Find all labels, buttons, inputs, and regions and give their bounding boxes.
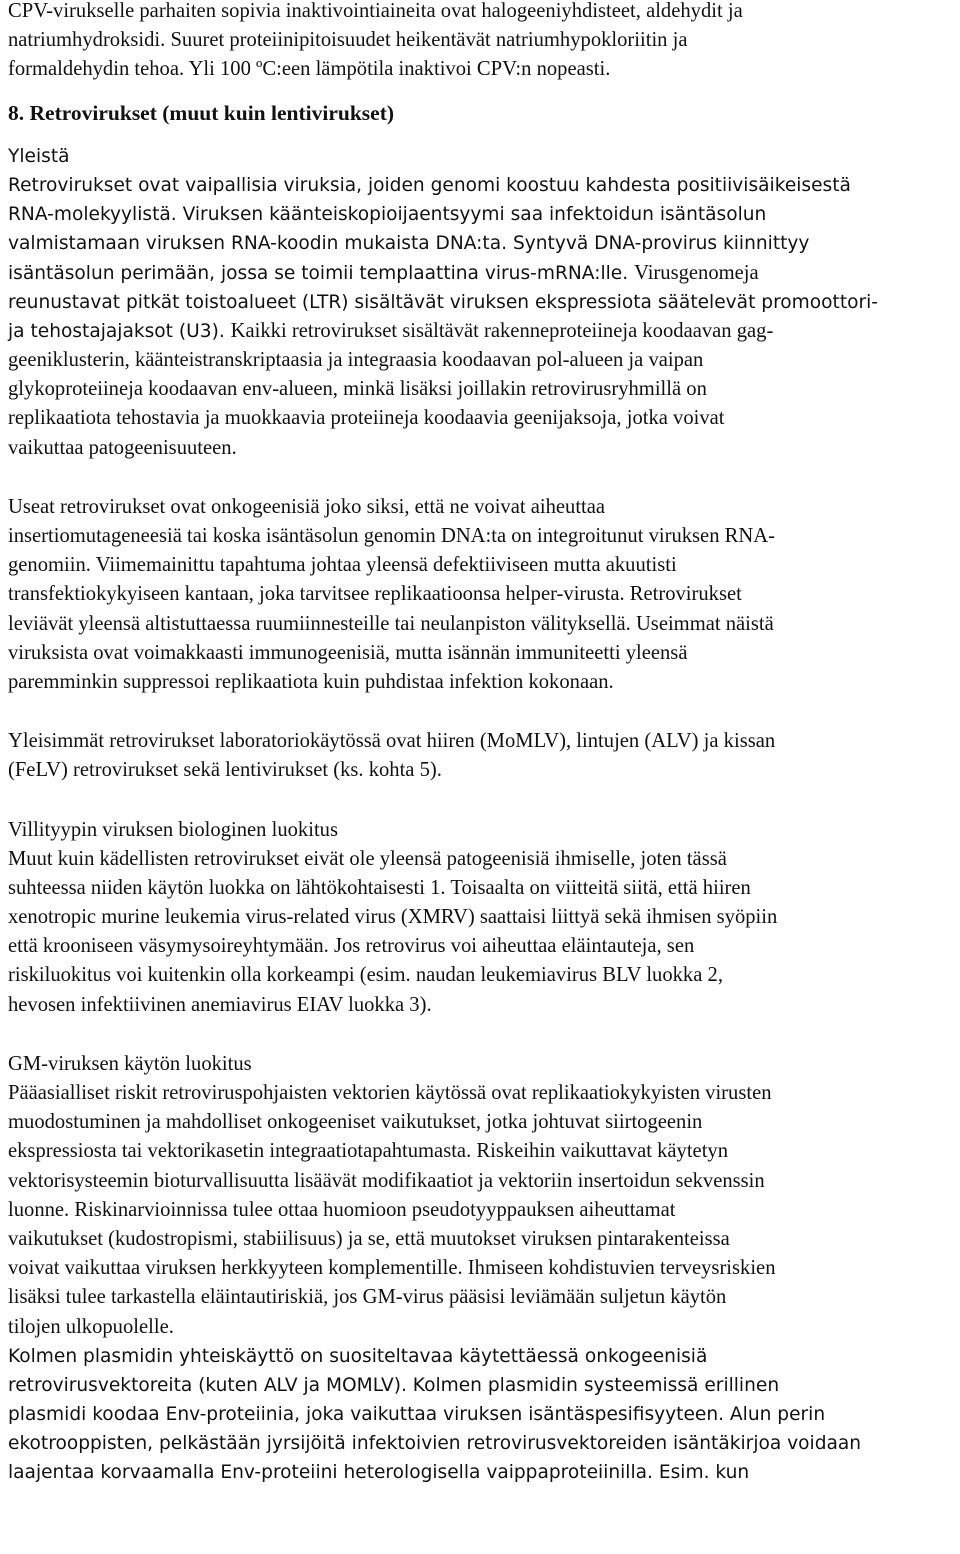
text-run: RNA-molekyylistä. Viruksen käänteiskopioijaentsyymi saa infektoidun isäntäsolun: [8, 204, 767, 226]
text-line: [8, 1254, 958, 1283]
text-run: Yleistä: [8, 145, 70, 167]
text-line: [8, 0, 958, 26]
text-run: riskiluokitus voi kuitenkin olla korkeampi (esim. naudan leukemiavirus BLV luokka 2,: [8, 964, 723, 987]
paragraph: [8, 727, 958, 785]
text-run: glykoproteiineja koodaavan env-alueen, minkä lisäksi joillakin retrovirusryhmillä on: [8, 378, 707, 401]
text-run: Yleisimmät retrovirukset laboratoriokäytössä ovat hiiren (MoMLV), lintujen (ALV) ja kissan: [8, 730, 776, 753]
text-run: isäntäsolun perimään, jossa se toimii templaattina virus-mRNA:lle.: [8, 262, 635, 284]
text-run: luonne. Riskinarvioinnissa tulee ottaa huomioon pseudotyyppauksen aiheuttamat: [8, 1198, 676, 1221]
paragraph: [8, 1342, 958, 1488]
text-run: suhteessa niiden käytön luokka on lähtökohtaisesti 1. Toisaalta on viitteitä siitä, että hiiren: [8, 876, 751, 899]
text-run: vaikutukset (kudostropismi, stabiilisuus) ja se, että muutokset viruksen pintarakenteissa: [8, 1227, 730, 1250]
text-run: transfektiokykyiseen kantaan, joka tarvitsee replikaatioonsa helper-virusta. Retrovirukset: [8, 583, 742, 606]
text-run: retrovirusvektoreita (kuten ALV ja MOMLV). Kolmen plasmidin systeemissä erillinen: [8, 1374, 780, 1396]
text-run: geeniklusterin, käänteistranskriptaasia ja integraasia koodaavan pol-alueen ja vaipan: [8, 349, 704, 372]
text-line: [8, 493, 958, 522]
text-line: [8, 1342, 958, 1371]
text-line: [8, 346, 958, 375]
text-line: [8, 1196, 958, 1225]
paragraph: [8, 493, 958, 697]
text-line: [8, 1313, 958, 1342]
text-line: [8, 874, 958, 903]
paragraph-spacer: [8, 463, 958, 493]
text-run: valmistamaan viruksen RNA-koodin mukaista DNA:ta.: [8, 233, 513, 255]
text-line: [8, 756, 958, 785]
paragraph-spacer: [8, 697, 958, 727]
text-run: muodostuminen ja mahdolliset onkogeeniset vaikutukset, jotka johtuvat siirtogeenin: [8, 1111, 703, 1134]
text-run: Syntyvä DNA-provirus kiinnittyy: [512, 233, 810, 255]
text-run: Kaikki retrovirukset sisältävät rakenneproteiineja koodaavan gag-: [230, 319, 774, 342]
text-run: vektorisysteemin bioturvallisuutta lisäävät modifikaatiot ja vektoriin insertoidun sekvenssin: [8, 1169, 765, 1192]
text-line: [8, 55, 958, 84]
document-page: [8, 0, 958, 1488]
text-line: [8, 639, 958, 668]
text-line: [8, 727, 958, 756]
text-run: Pääasialliset riskit retroviruspohjaisten vektorien käytössä ovat replikaatiokykyisten virusten: [8, 1082, 772, 1104]
text-run: Kolmen plasmidin yhteiskäyttö on suositeltavaa käytettäessä onkogeenisiä: [8, 1345, 708, 1367]
text-line: [8, 1400, 958, 1429]
paragraph-spacer: [8, 1020, 958, 1050]
text-run: ekspressiosta tai vektorikasetin integraatiotapahtumasta. Riskeihin vaikuttavat käytetyn: [8, 1140, 729, 1163]
text-line: [8, 1283, 958, 1312]
text-line: [8, 171, 958, 200]
text-run: plasmidi koodaa Env-proteiinia, joka vaikuttaa viruksen isäntäspesifisyyteen. Alun perin: [8, 1404, 826, 1426]
paragraph-spacer: [8, 786, 958, 816]
text-run: replikaatiota tehostavia ja muokkaavia proteiineja koodaavia geenijaksoja, jotka voivat: [8, 407, 725, 430]
text-line: [8, 317, 958, 346]
text-run: ja tehostajajaksot (U3).: [8, 320, 231, 342]
text-line: [8, 259, 958, 288]
text-line: [8, 1167, 958, 1196]
paragraph: [8, 0, 958, 85]
paragraph: [8, 1050, 958, 1342]
text-line: [8, 845, 958, 874]
text-run: reunustavat pitkät toistoalueet (LTR) sisältävät viruksen ekspressiota säätelevät promoottori-: [8, 291, 879, 313]
text-run: Villityypin viruksen biologinen luokitus: [8, 818, 338, 841]
paragraph: [8, 816, 958, 1020]
text-line: [8, 404, 958, 433]
text-line: [8, 1050, 958, 1079]
text-line: [8, 1225, 958, 1254]
text-run: voivat vaikuttaa viruksen herkkyyteen komplementille. Ihmiseen kohdistuvien terveysriskien: [8, 1257, 776, 1280]
paragraph-spacer: [8, 128, 958, 142]
text-run: ekotrooppisten, pelkästään jyrsijöitä infektoivien retrovirusvektoreiden isäntäkirjoa voidaan: [8, 1433, 862, 1455]
text-run: viruksista ovat voimakkaasti immunogeenisiä, mutta isännän immuniteetti yleensä: [8, 641, 688, 664]
text-run: Muut kuin kädellisten retrovirukset eivät ole yleensä patogeenisiä ihmiselle, joten tässä: [8, 847, 727, 870]
text-line: [8, 580, 958, 609]
text-run: (FeLV) retrovirukset sekä lentivirukset (ks. kohta 5).: [8, 759, 442, 782]
text-run: että krooniseen väsymysoireyhtymään. Jos retrovirus voi aiheuttaa eläintauteja, sen: [8, 935, 695, 958]
text-line: [8, 522, 958, 551]
text-line: [8, 1458, 958, 1487]
section-heading: 8. Retrovirukset (muut kuin lentivirukset): [8, 100, 395, 125]
paragraph-spacer: [8, 85, 958, 99]
text-run: lisäksi tulee tarkastella eläintautiriskiä, jos GM-virus pääsisi leviämään suljetun käytön: [8, 1286, 727, 1309]
text-run: GM-viruksen käytön luokitus: [8, 1052, 252, 1075]
text-line: [8, 26, 958, 55]
text-run: genomiin. Viimemainittu tapahtuma johtaa yleensä defektiiviseen mutta akuutisti: [8, 554, 677, 577]
text-run: Virusgenomeja: [634, 261, 759, 284]
text-line: [8, 961, 958, 990]
text-line: [8, 668, 958, 697]
text-line: [8, 1079, 958, 1108]
paragraph: [8, 142, 958, 463]
text-run: Retrovirukset ovat vaipallisia viruksia, joiden genomi koostuu kahdesta positiivisäikeisestä: [8, 174, 851, 196]
text-run: laajentaa korvaamalla Env-proteiini heterologisella vaippaproteiinilla. Esim. kun: [8, 1462, 750, 1484]
text-line: [8, 1108, 958, 1137]
text-run: paremminkin suppressoi replikaatiota kuin puhdistaa infektion kokonaan.: [8, 670, 614, 693]
text-line: [8, 200, 958, 229]
text-line: [8, 142, 958, 171]
text-line: [8, 375, 958, 404]
text-line: [8, 434, 958, 463]
text-line: [8, 932, 958, 961]
text-run: hevosen infektiivinen anemiavirus EIAV luokka 3).: [8, 993, 432, 1016]
text-run: leviävät yleensä altistuttaessa ruumiinnesteille tai neulanpiston välityksellä. Useimmat näistä: [8, 612, 774, 635]
text-line: [8, 551, 958, 580]
text-line: [8, 610, 958, 639]
text-run: xenotropic murine leukemia virus-related virus (XMRV) saattaisi liittyä sekä ihmisen syöpiin: [8, 906, 778, 929]
text-line: [8, 288, 958, 317]
text-line: [8, 903, 958, 932]
text-run: CPV-virukselle parhaiten sopivia inaktivointiaineita ovat halogeeniyhdisteet, aldehydit ja: [8, 0, 743, 22]
text-line: [8, 1429, 958, 1458]
text-line: [8, 1137, 958, 1166]
text-line: [8, 229, 958, 258]
text-run: Useat retrovirukset ovat onkogeenisiä joko siksi, että ne voivat aiheuttaa: [8, 495, 606, 518]
text-line: [8, 816, 958, 845]
text-run: tilojen ulkopuolelle.: [8, 1315, 174, 1338]
text-run: vaikuttaa patogeenisuuteen.: [8, 436, 237, 459]
text-run: natriumhydroksidi. Suuret proteiinipitoisuudet heikentävät natriumhypokloriitin ja: [8, 29, 688, 52]
text-line: [8, 1371, 958, 1400]
text-line: [8, 991, 958, 1020]
text-run: formaldehydin tehoa. Yli 100 ºC:een lämpötila inaktivoi CPV:n nopeasti.: [8, 58, 611, 81]
text-run: insertiomutageneesiä tai koska isäntäsolun genomin DNA:ta on integroitunut viruksen RNA-: [8, 525, 775, 547]
